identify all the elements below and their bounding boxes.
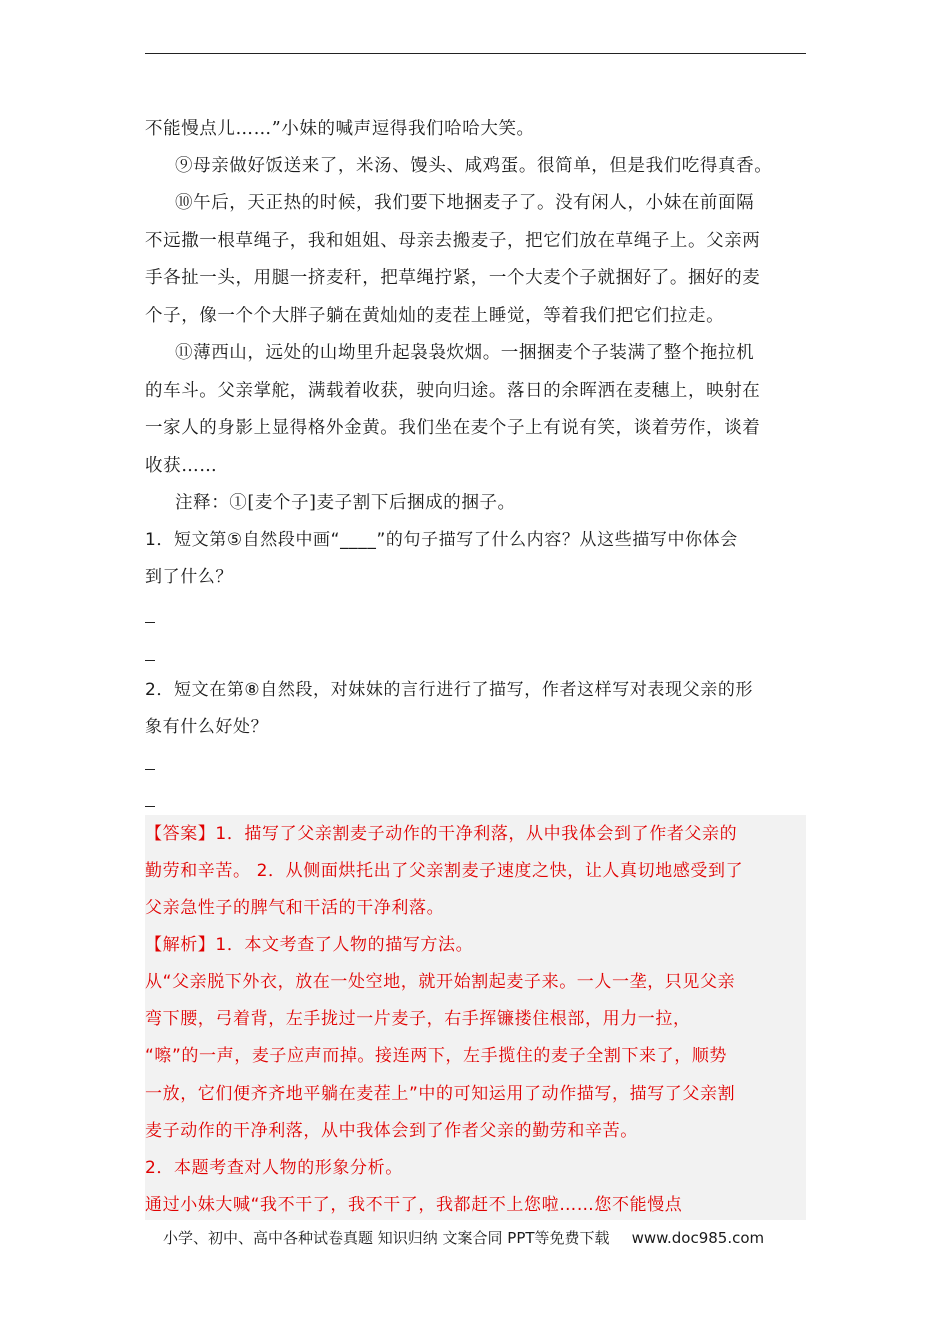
analysis-line: 弯下腰，弓着背，左手拢过一片麦子，右手挥镰搂住根部，用力一拉， — [145, 1009, 691, 1029]
answer-line: 父亲急性子的脾气和干活的干净利落。 — [145, 898, 445, 918]
answer-blank[interactable] — [145, 660, 155, 661]
footnote: 注释：①[麦个子]麦子割下后捆成的捆子。 — [175, 493, 516, 513]
paragraph-9: ⑨母亲做好饭送来了，米汤、馒头、咸鸡蛋。很简单，但是我们吃得真香。 — [175, 156, 773, 176]
answer-blank[interactable] — [145, 769, 155, 770]
analysis-line: 2．本题考查对人物的形象分析。 — [145, 1158, 403, 1178]
paragraph-11-line: 收获…… — [145, 456, 218, 476]
passage-line: 不能慢点儿……”小妹的喊声逗得我们哈哈大笑。 — [145, 119, 535, 139]
answer-line: 勤劳和辛苦。 2．从侧面烘托出了父亲割麦子速度之快，让人真切地感受到了 — [145, 861, 744, 881]
paragraph-10-line: 个子，像一个个大胖子躺在黄灿灿的麦茬上睡觉，等着我们把它们拉走。 — [145, 306, 725, 326]
answer-blank[interactable] — [145, 622, 155, 623]
header-rule — [145, 53, 806, 54]
analysis-line: 麦子动作的干净利落，从中我体会到了作者父亲的勤劳和辛苦。 — [145, 1121, 638, 1141]
question-1-cont: 到了什么？ — [145, 567, 233, 587]
answer-blank[interactable] — [145, 806, 155, 807]
footer-text: 小学、初中、高中各种试卷真题 知识归纳 文案合同 PPT等免费下载 — [163, 1229, 610, 1247]
paragraph-11-line: 的车斗。父亲掌舵，满载着收获，驶向归途。落日的余晖洒在麦穗上，映射在 — [145, 381, 761, 401]
analysis-line: 【解析】1．本文考查了人物的描写方法。 — [145, 935, 474, 955]
paragraph-10-line: 手各扯一头，用腿一挤麦秆，把草绳拧紧，一个大麦个子就捆好了。捆好的麦 — [145, 268, 761, 288]
analysis-line: “嚓”的一声，麦子应声而掉。接连两下，左手揽住的麦子全割下来了，顺势 — [145, 1046, 728, 1066]
question-1: 1．短文第⑤自然段中画“____”的句子描写了什么内容？从这些描写中你体会 — [145, 530, 738, 550]
question-2-cont: 象有什么好处？ — [145, 717, 269, 737]
question-2: 2．短文在第⑧自然段，对妹妹的言行进行了描写，作者这样写对表现父亲的形 — [145, 680, 754, 700]
paragraph-10-line: ⑩午后，天正热的时候，我们要下地捆麦子了。没有闲人，小妹在前面隔 — [175, 193, 755, 213]
paragraph-10-line: 不远撒一根草绳子，我和姐姐、母亲去搬麦子，把它们放在草绳子上。父亲两 — [145, 231, 761, 251]
answer-line: 【答案】1．描写了父亲割麦子动作的干净利落，从中我体会到了作者父亲的 — [145, 824, 738, 844]
paragraph-11-line: 一家人的身影上显得格外金黄。我们坐在麦个子上有说有笑，谈着劳作，谈着 — [145, 418, 761, 438]
analysis-line: 一放，它们便齐齐地平躺在麦茬上”中的可知运用了动作描写，描写了父亲割 — [145, 1084, 736, 1104]
analysis-line: 从“父亲脱下外衣，放在一处空地，就开始割起麦子来。一人一垄，只见父亲 — [145, 972, 736, 992]
paragraph-11-line: ⑪薄西山，远处的山坳里升起袅袅炊烟。一捆捆麦个子装满了整个拖拉机 — [175, 343, 755, 363]
footer-url[interactable]: www.doc985.com — [631, 1229, 765, 1247]
analysis-line: 通过小妹大喊“我不干了，我不干了，我都赶不上您啦……您不能慢点 — [145, 1195, 683, 1215]
footer — [163, 1227, 764, 1248]
